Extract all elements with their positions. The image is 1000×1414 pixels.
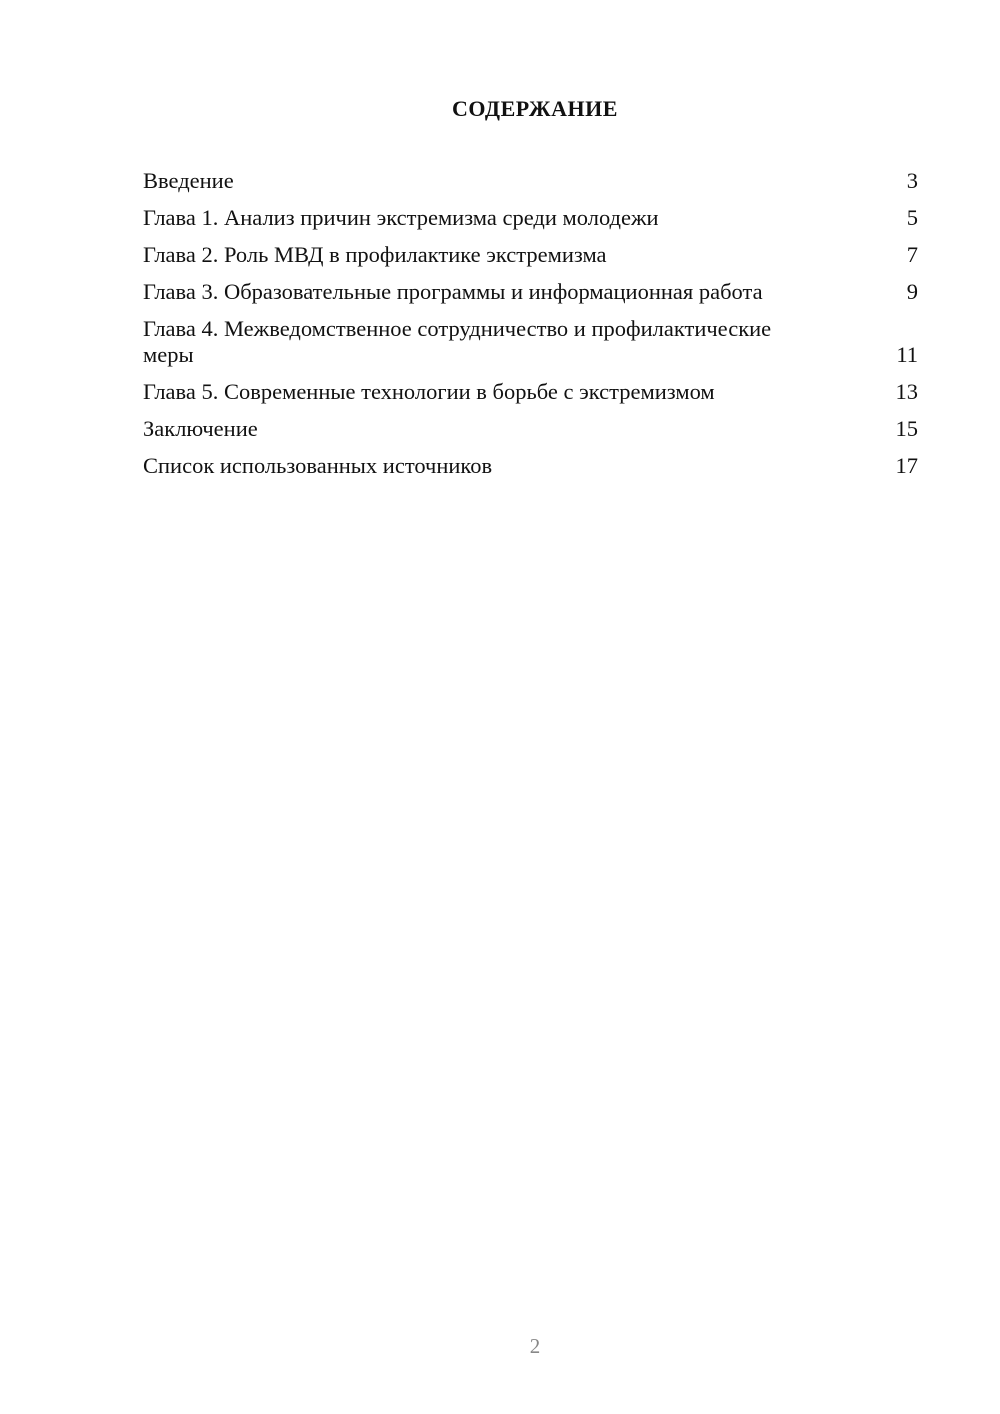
toc-entry-page: 11 [896,342,918,367]
toc-entry-page: 9 [906,279,918,304]
table-of-contents [143,168,918,490]
toc-entry-introduction[interactable] [143,168,918,194]
toc-entry-references[interactable] [143,453,918,479]
toc-entry-text: Глава 4. Межведомственное сотрудничество и профилактические меры [143,316,772,367]
toc-entry-page: 5 [906,205,918,230]
toc-entry-page: 15 [895,416,918,441]
toc-entry-text: Список использованных источников [143,453,493,478]
toc-entry-text: Глава 2. Роль МВД в профилактике экстремизма [143,242,607,267]
page-title: СОДЕРЖАНИЕ [452,96,618,121]
toc-entry-page: 13 [895,379,918,404]
toc-entry-page: 7 [906,242,918,267]
toc-entry-chapter-5[interactable] [143,379,918,405]
toc-entry-chapter-3[interactable] [143,279,918,305]
toc-entry-page: 17 [895,453,918,478]
toc-entry-text: Глава 5. Современные технологии в борьбе с экстремизмом [143,379,715,404]
toc-entry-chapter-4[interactable] [143,316,918,368]
toc-entry-text: Глава 1. Анализ причин экстремизма среди молодежи [143,205,659,230]
toc-entry-text: Введение [143,168,234,193]
toc-entry-chapter-2[interactable] [143,242,918,268]
toc-entry-conclusion[interactable] [143,416,918,442]
toc-entry-text: Заключение [143,416,258,441]
toc-entry-text: Глава 3. Образовательные программы и информационная работа [143,279,763,304]
toc-entry-page: 3 [906,168,918,193]
toc-entry-chapter-1[interactable] [143,205,918,231]
page-number: 2 [529,1334,541,1358]
